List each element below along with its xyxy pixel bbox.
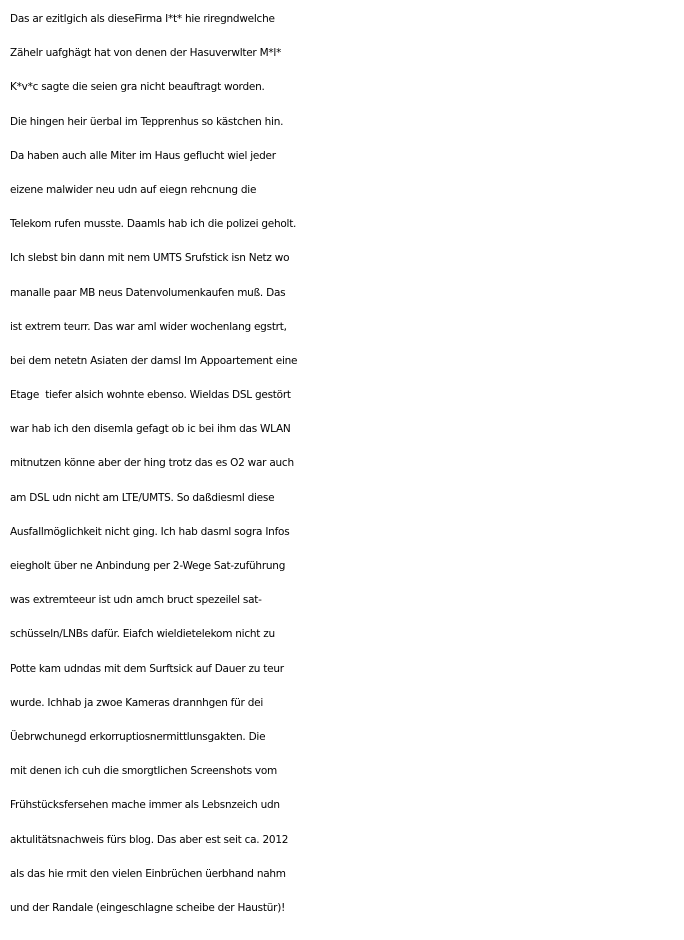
- text-line: was extremteeur ist udn amch bruct spezeilel sat-: [10, 594, 262, 607]
- text-line: als das hie rmit den vielen Einbrüchen üerbhand nahm: [10, 867, 286, 880]
- text-line: ist extrem teurr. Das war aml wider wochenlang egstrt,: [10, 320, 287, 333]
- body-text: [10, 2, 682, 925]
- text-line: K*v*c sagte die seien gra nicht beauftragt worden.: [10, 81, 265, 94]
- text-line: am DSL udn nicht am LTE/UMTS. So daßdiesml diese: [10, 491, 275, 504]
- text-line: eizene malwider neu udn auf eiegn rehcnung die: [10, 183, 257, 196]
- text-line: Die hingen heir üerbal im Tepprenhus so kästchen hin.: [10, 115, 284, 128]
- text-line: und der Randale (eingeschlagne scheibe der Haustür)!: [10, 901, 286, 914]
- text-line: Da haben auch alle Miter im Haus geflucht wiel jeder: [10, 149, 276, 162]
- text-line: mitnutzen könne aber der hing trotz das es O2 war auch: [10, 457, 294, 470]
- text-line: wurde. Ichhab ja zwoe Kameras drannhgen für dei: [10, 696, 263, 709]
- text-line: bei dem netetn Asiaten der damsl Im Appoartement eine: [10, 354, 298, 367]
- text-line: war hab ich den disemla gefagt ob ic bei ihm das WLAN: [10, 423, 291, 436]
- text-line: Potte kam udndas mit dem Surftsick auf Dauer zu teur: [10, 662, 284, 675]
- text-line: Üebrwchunegd erkorruptiosnermittlunsgakten. Die: [10, 730, 266, 743]
- text-line: Zähelr uafghägt hat von denen der Hasuverwlter M*l*: [10, 47, 282, 60]
- text-line: eiegholt über ne Anbindung per 2-Wege Sat-zuführung: [10, 560, 286, 572]
- text-line: aktulitätsnachweis fürs blog. Das aber est seit ca. 2012: [10, 833, 289, 846]
- text-line: Ich slebst bin dann mit nem UMTS Srufstick isn Netz wo: [10, 252, 290, 265]
- text-line: Das ar ezitlgich als dieseFirma I*t* hie riregndwelche: [10, 13, 275, 25]
- text-line: mit denen ich cuh die smorgtlichen Screenshots vom: [10, 765, 278, 778]
- text-line: manalle paar MB neus Datenvolumenkaufen muß. Das: [10, 286, 286, 299]
- text-line: schüsseln/LNBs dafür. Eiafch wieldietelekom nicht zu: [10, 628, 275, 641]
- text-line: Ausfallmöglichkeit nicht ging. Ich hab dasml sogra Infos: [10, 525, 290, 538]
- text-line: Telekom rufen musste. Daamls hab ich die polizei geholt.: [10, 218, 297, 231]
- text-line: Frühstücksfersehen mache immer als Lebsnzeich udn: [10, 799, 280, 812]
- text-line: Etage tiefer alsich wohnte ebenso. Wieldas DSL gestört: [10, 389, 291, 402]
